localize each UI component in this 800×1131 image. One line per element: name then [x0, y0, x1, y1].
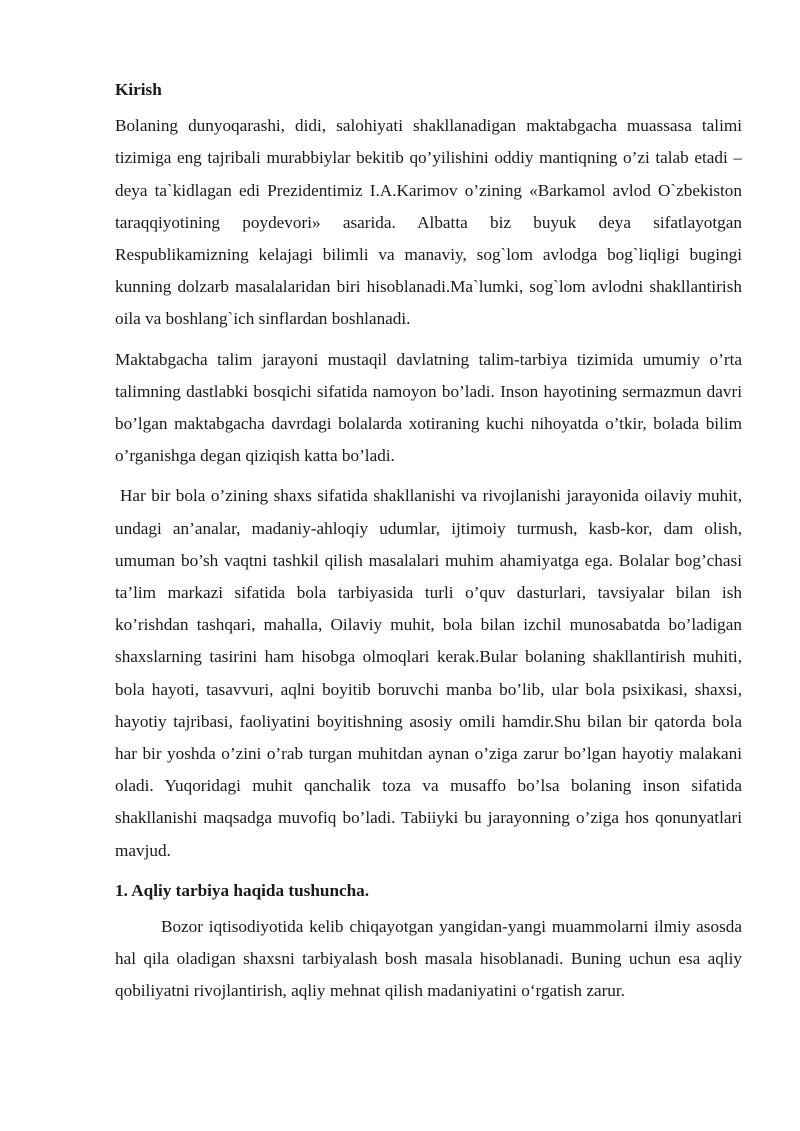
intro-heading: Kirish [115, 80, 162, 99]
section-heading: 1. Aqliy tarbiya haqida tushuncha. [115, 880, 370, 900]
document-body [115, 74, 742, 1016]
paragraph-3: Har bir bola o’zining shaxs sifatida shakllanishi va rivojlanishi jarayonida oilaviy muhit, undagi an’analar, madaniy-ahloqiy udumlar, ijtimoiy turmush, kasb-kor, dam olish, umuman bo’sh vaqtni tashkil qilish masalalari muhim ahamiyatga ega. Bolalar bog’chasi ta’lim markazi sifatida bola tarbiyasida turli o’quv dasturlari, tavsiyalar bilan ish ko’rishdan tashqari, mahalla, Oilaviy muhit, bola bilan izchil munosabatda bo’ladigan shaxslarning tasirini ham hisobga olmoqlari kerak.Bular bolaning shakllantirish muhiti, bola hayoti, tasavvuri, aqlni boyitib boruvchi manba bo’lib, ular bola psixikasi, shaxsi, hayotiy tajribasi, faoliyatini boyitishning asosiy omili hamdir.Shu bilan bir qatorda bola har bir yoshda o’zini o’rab turgan muhitdan aynan o’ziga zarur bo’lgan hayotiy malakani oladi. Yuqoridagi muhit qanchalik toza va musaffo bo’lsa bolaning inson sifatida shakllanishi maqsadga muvofiq bo’ladi. Tabiiyki bu jarayonning o’ziga hos qonunyatlari mavjud. [115, 486, 742, 860]
section-paragraph: Bozor iqtisodiyotida kelib chiqayotgan yangidan-yangi muammolarni ilmiy asosda hal qila oladigan shaxsni tarbiyalash bosh masala hisoblanadi. Buning uchun esa aqliy qobiliyatni rivojlantirish, aqliy mehnat qilish madaniyatini o‘rgatish zarur. [115, 917, 742, 1001]
paragraph-2: Maktabgacha talim jarayoni mustaqil davlatning talim-tarbiya tizimida umumiy o’rta talimning dastlabki bosqichi sifatida namoyon bo’ladi. Inson hayotining sermazmun davri bo’lgan maktabgacha davrdagi bolalarda xotiraning kuchi nihoyatda o’tkir, bolada bilim o’rganishga degan qiziqish katta bo’ladi. [115, 349, 742, 466]
paragraph-1: Bolaning dunyoqarashi, didi, salohiyati shakllanadigan maktabgacha muassasa talimi tizimiga eng tajribali murabbiylar bekitib qo’yilishini oddiy mantiqning o’zi talab etadi – deya ta`kidlagan edi Prezidentimiz I.A.Karimov o’zining «Barkamol avlod O`zbekiston taraqqiyotining poydevori» asarida. Albatta biz buyuk deya sifatlayotgan Respublikamizning kelajagi bilimli va manaviy, sog`lom avlodga bog`liqligi bugingi kunning dolzarb masalalaridan biri hisoblanadi.Ma`lumki, sog`lom avlodni shakllantirish oila va boshlang`ich sinflardan boshlanadi. [115, 116, 742, 329]
